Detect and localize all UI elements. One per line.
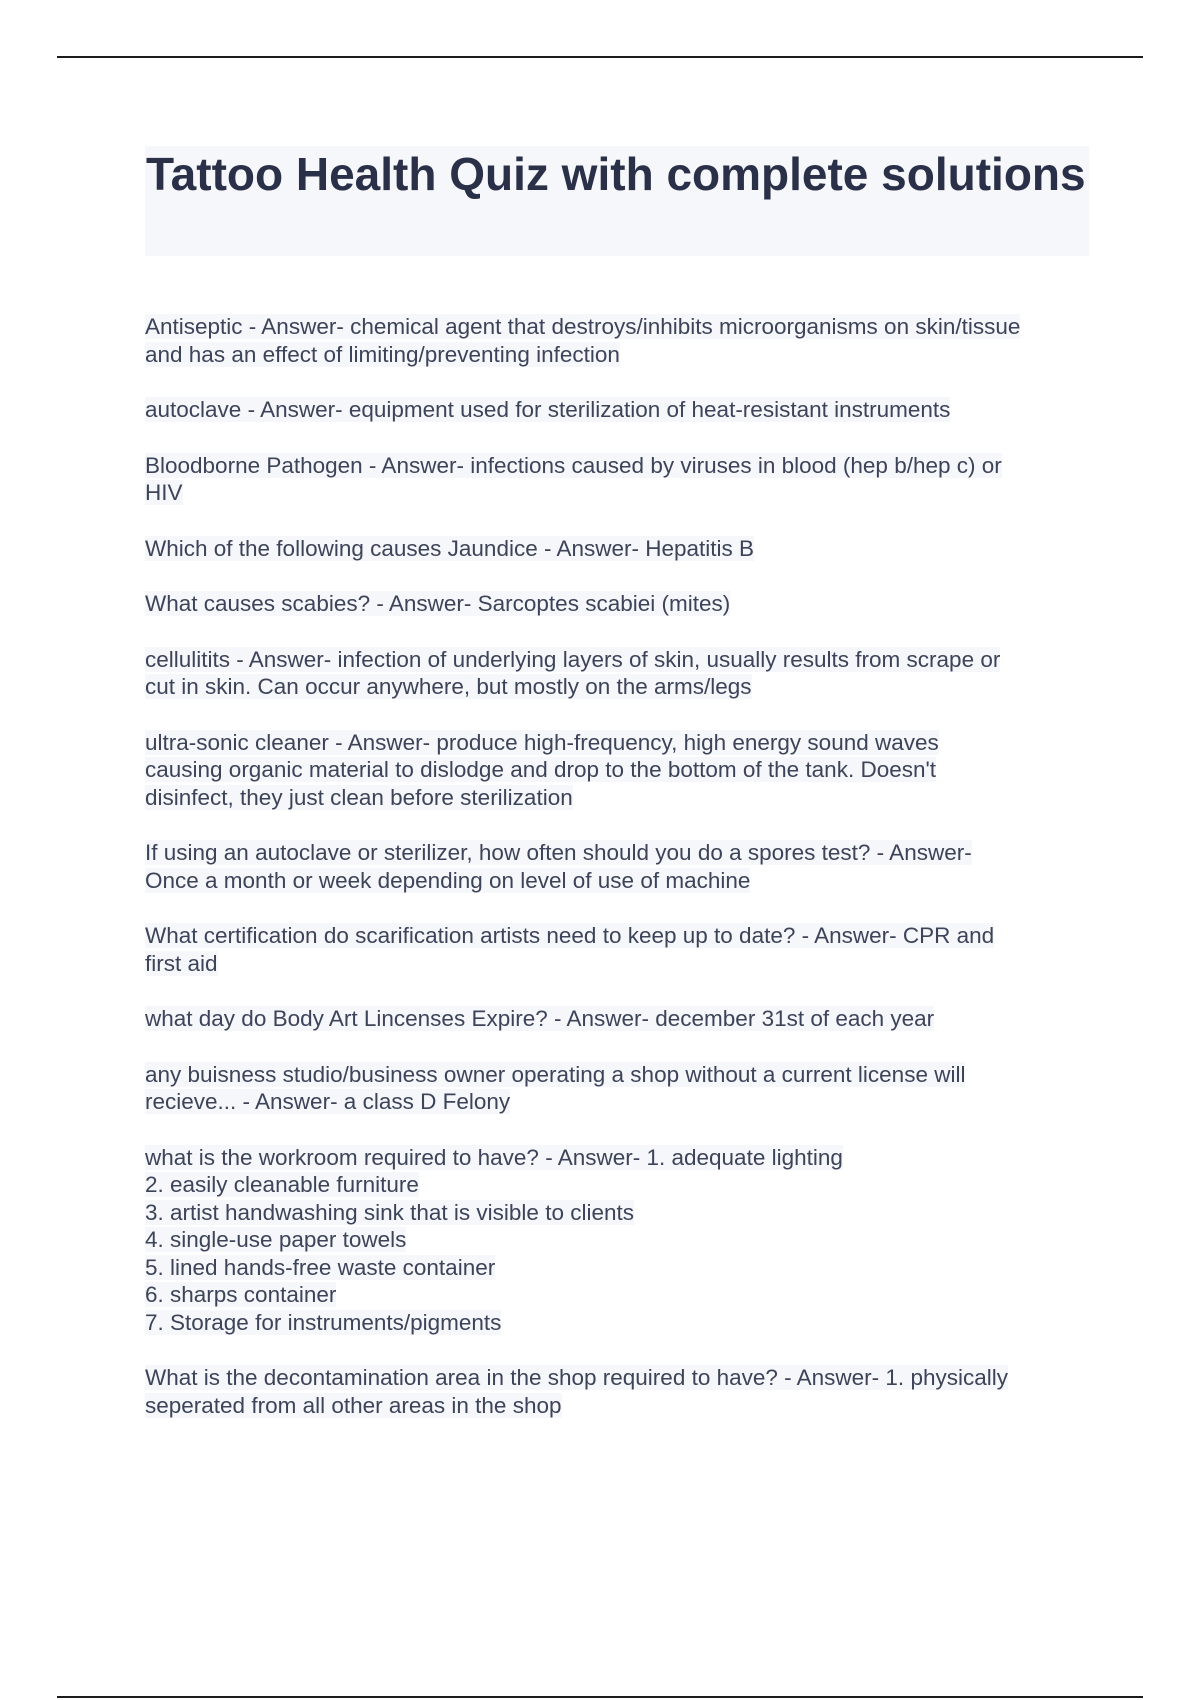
- qa-text: ultra-sonic cleaner - Answer- produce high-frequency, high energy sound waves causing organic material to dislodge and drop to the bottom of the tank. Doesn't disinfect, they just clean before sterilization: [145, 729, 939, 810]
- qa-text: What is the decontamination area in the shop required to have? - Answer- 1. physically seperated from all other areas in the shop: [145, 1365, 1008, 1418]
- qa-list: [145, 313, 1089, 1447]
- qa-entry-antiseptic: [145, 313, 1089, 368]
- document-title: Tattoo Health Quiz with complete solutions: [146, 148, 1086, 200]
- footer-rule: [57, 1696, 1143, 1698]
- qa-text: Bloodborne Pathogen - Answer- infections caused by viruses in blood (hep b/hep c) or HIV: [145, 452, 1002, 505]
- qa-entry-workroom: [145, 1144, 1089, 1337]
- qa-text: What causes scabies? - Answer- Sarcoptes scabiei (mites): [145, 591, 731, 616]
- qa-entry-license-expiry: [145, 1005, 1089, 1033]
- qa-text: what is the workroom required to have? - Answer- 1. adequate lighting 2. easily cleanable furniture 3. artist handwashing sink that is visible to clients 4. single-use paper towels 5. lined hands-free waste container 6. sharps container 7. Storage for instruments/pigments: [145, 1144, 843, 1335]
- qa-entry-cellulitis: [145, 646, 1089, 701]
- qa-text: Antiseptic - Answer- chemical agent that destroys/inhibits microorganisms on skin/tissue and has an effect of limiting/preventing infection: [145, 314, 1021, 367]
- qa-entry-bloodborne-pathogen: [145, 452, 1089, 507]
- qa-text: What certification do scarification artists need to keep up to date? - Answer- CPR and first aid: [145, 923, 995, 976]
- qa-entry-autoclave: [145, 396, 1089, 424]
- qa-entry-certification: [145, 922, 1089, 977]
- qa-entry-scabies: [145, 590, 1089, 618]
- qa-text: autoclave - Answer- equipment used for sterilization of heat-resistant instruments: [145, 397, 951, 422]
- qa-text: any buisness studio/business owner operating a shop without a current license will recieve... - Answer- a class D Felony: [145, 1061, 966, 1114]
- qa-entry-no-license: [145, 1061, 1089, 1116]
- qa-text: Which of the following causes Jaundice - Answer- Hepatitis B: [145, 535, 755, 561]
- qa-entry-ultrasonic-cleaner: [145, 729, 1089, 812]
- qa-entry-spores-test: [145, 839, 1089, 894]
- qa-text: cellulitits - Answer- infection of underlying layers of skin, usually results from scrape or cut in skin. Can occur anywhere, but mostly on the arms/legs: [145, 646, 1001, 699]
- qa-entry-jaundice: [145, 535, 1089, 563]
- qa-entry-decontamination-area: [145, 1364, 1089, 1419]
- qa-text: If using an autoclave or sterilizer, how often should you do a spores test? - Answer- Once a month or week depending on level of use of machine: [145, 840, 972, 893]
- title-block: [145, 146, 1089, 256]
- qa-text: what day do Body Art Lincenses Expire? - Answer- december 31st of each year: [145, 1006, 935, 1031]
- header-rule: [57, 56, 1143, 58]
